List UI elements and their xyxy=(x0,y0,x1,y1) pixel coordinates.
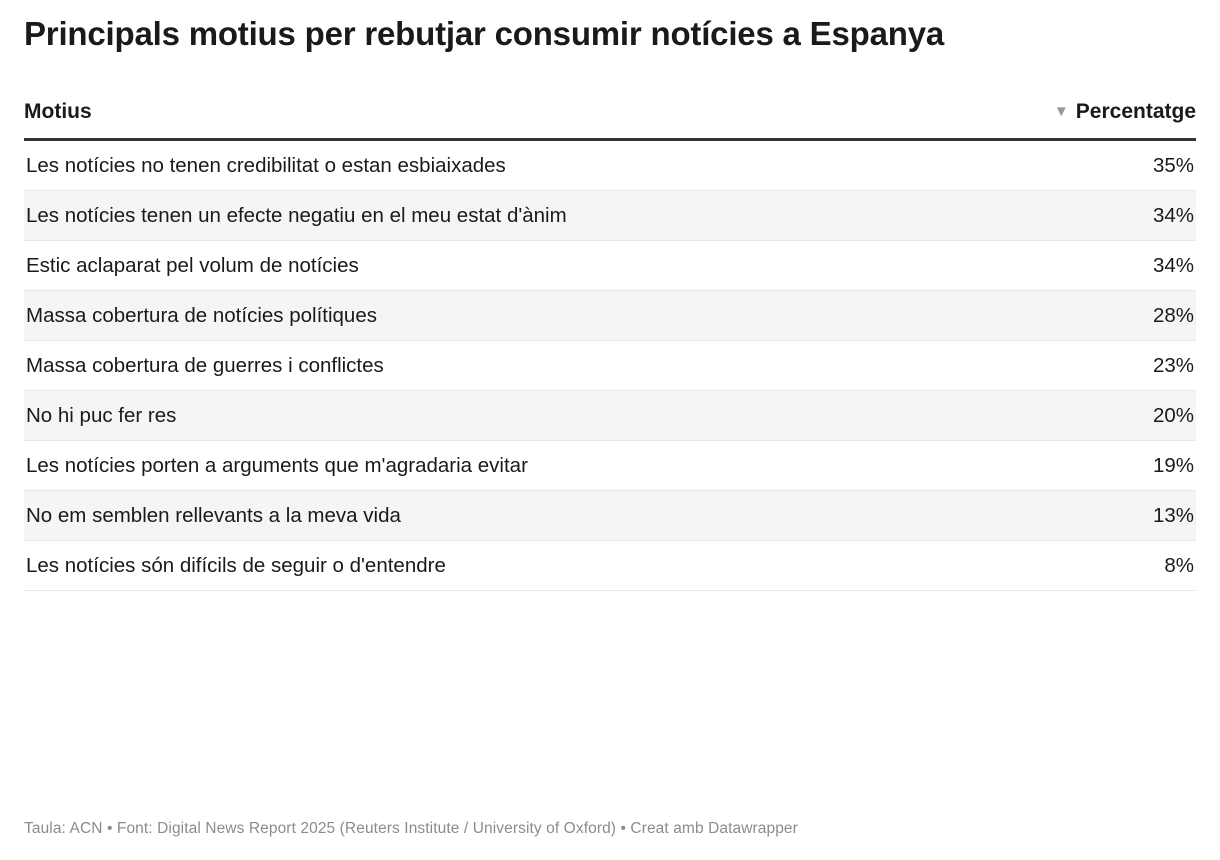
table-header xyxy=(24,100,1196,140)
cell-percentatge: 23% xyxy=(868,340,1196,390)
table-body xyxy=(24,139,1196,590)
cell-percentatge: 34% xyxy=(868,240,1196,290)
table-row xyxy=(24,190,1196,240)
page-title: Principals motius per rebutjar consumir notícies a Espanya xyxy=(24,15,945,52)
cell-percentatge: 34% xyxy=(868,190,1196,240)
table-row xyxy=(24,290,1196,340)
column-header-percentatge-label: Percentatge xyxy=(1075,99,1196,123)
cell-percentatge: 19% xyxy=(868,440,1196,490)
cell-motiu: No hi puc fer res xyxy=(24,390,868,440)
table-row xyxy=(24,540,1196,590)
cell-motiu: Les notícies tenen un efecte negatiu en el meu estat d'ànim xyxy=(24,190,868,240)
table-header-row xyxy=(24,100,1196,140)
sort-descending-icon: ▼ xyxy=(1053,102,1069,120)
table-row xyxy=(24,490,1196,540)
cell-motiu: Les notícies porten a arguments que m'agradaria evitar xyxy=(24,440,868,490)
cell-motiu: Les notícies no tenen credibilitat o estan esbiaixades xyxy=(24,139,868,190)
table-row xyxy=(24,240,1196,290)
cell-percentatge: 13% xyxy=(868,490,1196,540)
table-row xyxy=(24,390,1196,440)
cell-percentatge: 28% xyxy=(868,290,1196,340)
cell-motiu: Les notícies són difícils de seguir o d'entendre xyxy=(24,540,868,590)
table-row xyxy=(24,139,1196,190)
footer-source-note: Taula: ACN • Font: Digital News Report 2025 (Reuters Institute / University of Oxford) • Creat amb Datawrapper xyxy=(24,820,798,837)
cell-percentatge: 8% xyxy=(868,540,1196,590)
cell-percentatge: 20% xyxy=(868,390,1196,440)
column-header-motius[interactable] xyxy=(24,100,868,140)
table-row xyxy=(24,440,1196,490)
data-table xyxy=(24,100,1196,591)
cell-motiu: Massa cobertura de notícies polítiques xyxy=(24,290,868,340)
cell-percentatge: 35% xyxy=(868,139,1196,190)
cell-motiu: Massa cobertura de guerres i conflictes xyxy=(24,340,868,390)
column-header-percentatge[interactable] xyxy=(868,100,1196,140)
column-header-motius-label: Motius xyxy=(24,99,92,123)
cell-motiu: No em semblen rellevants a la meva vida xyxy=(24,490,868,540)
cell-motiu: Estic aclaparat pel volum de notícies xyxy=(24,240,868,290)
table-row xyxy=(24,340,1196,390)
